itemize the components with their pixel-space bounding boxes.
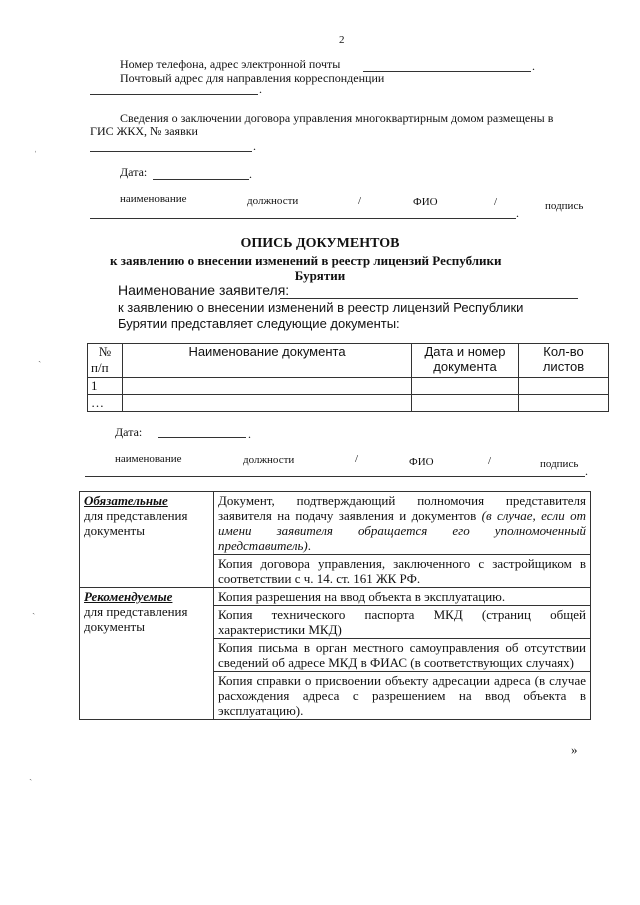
inventory-subtitle-line2: Бурятии — [294, 268, 346, 283]
gis-text-line1: Сведения о заключении договора управления многоквартирным домом размещены в — [120, 111, 554, 125]
sign-naim-top: наименование — [120, 193, 187, 205]
sign-line-bottom — [85, 476, 585, 477]
sign-line-top — [90, 218, 516, 219]
phone-email-label: Номер телефона, адрес электронной почты — [120, 57, 341, 71]
mandatory-cell — [80, 492, 214, 588]
mandatory-doc-1: Документ, подтверждающий полномочия представителя заявителя на подачу заявления и документов (в случае, если от имени заявителя обращается его уполномоченный представитель). — [214, 492, 591, 555]
postal-label: Почтовый адрес для направления корреспонденции — [120, 71, 385, 85]
sign-podpis-top: подпись — [545, 200, 584, 212]
sign-podpis-bottom: подпись — [540, 458, 579, 470]
recommended-doc-1: Копия разрешения на ввод объекта в эксплуатацию. — [214, 588, 591, 606]
recommended-sub: для представления документы — [84, 604, 188, 634]
inventory-table — [87, 343, 609, 412]
intro-line1: к заявлению о внесении изменений в реестр лицензий Республики — [118, 300, 524, 315]
header-date: Дата и номер документа — [412, 344, 519, 378]
applicant-label: Наименование заявителя: — [118, 282, 290, 298]
postal-line — [90, 94, 258, 95]
header-name: Наименование документа — [123, 344, 412, 378]
inventory-title: ОПИСЬ ДОКУМЕНТОВ — [240, 236, 400, 251]
page-number: 2 — [339, 34, 345, 46]
sign-fio-bottom: ФИО — [409, 456, 434, 468]
sign-dolzh-bottom: должности — [243, 454, 295, 466]
sign-naim-bottom: наименование — [115, 453, 182, 465]
phone-email-line — [363, 71, 531, 72]
header-count: Кол-во листов — [519, 344, 609, 378]
recommended-cell — [80, 588, 214, 720]
date-label-top: Дата: — [120, 165, 148, 179]
recommended-doc-4: Копия справки о присвоении объекту адресации адреса (в случае расхождения адреса с разрешением на ввод объекта в эксплуатацию). — [214, 672, 591, 720]
gis-text-line2: ГИС ЖКХ, № заявки — [90, 124, 198, 138]
header-num: № п/п — [88, 344, 123, 378]
requirements-table — [79, 491, 591, 720]
applicant-line — [280, 298, 578, 299]
mandatory-doc-2: Копия договора управления, заключенного с застройщиком в соответствии с ч. 14. ст. 161 ЖК РФ. — [214, 555, 591, 588]
intro-line2: Бурятии представляет следующие документы: — [118, 316, 400, 331]
date-line-bottom — [158, 437, 246, 438]
gis-line — [90, 151, 252, 152]
date-line-top — [153, 179, 249, 180]
mandatory-sub: для представления документы — [84, 508, 188, 538]
sign-fio-top: ФИО — [413, 196, 438, 208]
mandatory-label: Обязательные — [84, 493, 168, 508]
date-label-bottom: Дата: — [115, 425, 143, 439]
table-row: … — [88, 395, 123, 412]
inventory-subtitle-line1: к заявлению о внесении изменений в реестр лицензий Республики — [110, 253, 502, 268]
recommended-doc-3: Копия письма в орган местного самоуправления об отсутствии сведений об адресе МКД в ФИАС (в соответствующих случаях) — [214, 639, 591, 672]
recommended-doc-2: Копия технического паспорта МКД (страниц общей характеристики МКД) — [214, 606, 591, 639]
sign-dolzh-top: должности — [247, 195, 299, 207]
continue-mark: » — [571, 742, 578, 757]
recommended-label: Рекомендуемые — [84, 589, 173, 604]
table-row: 1 — [88, 378, 123, 395]
